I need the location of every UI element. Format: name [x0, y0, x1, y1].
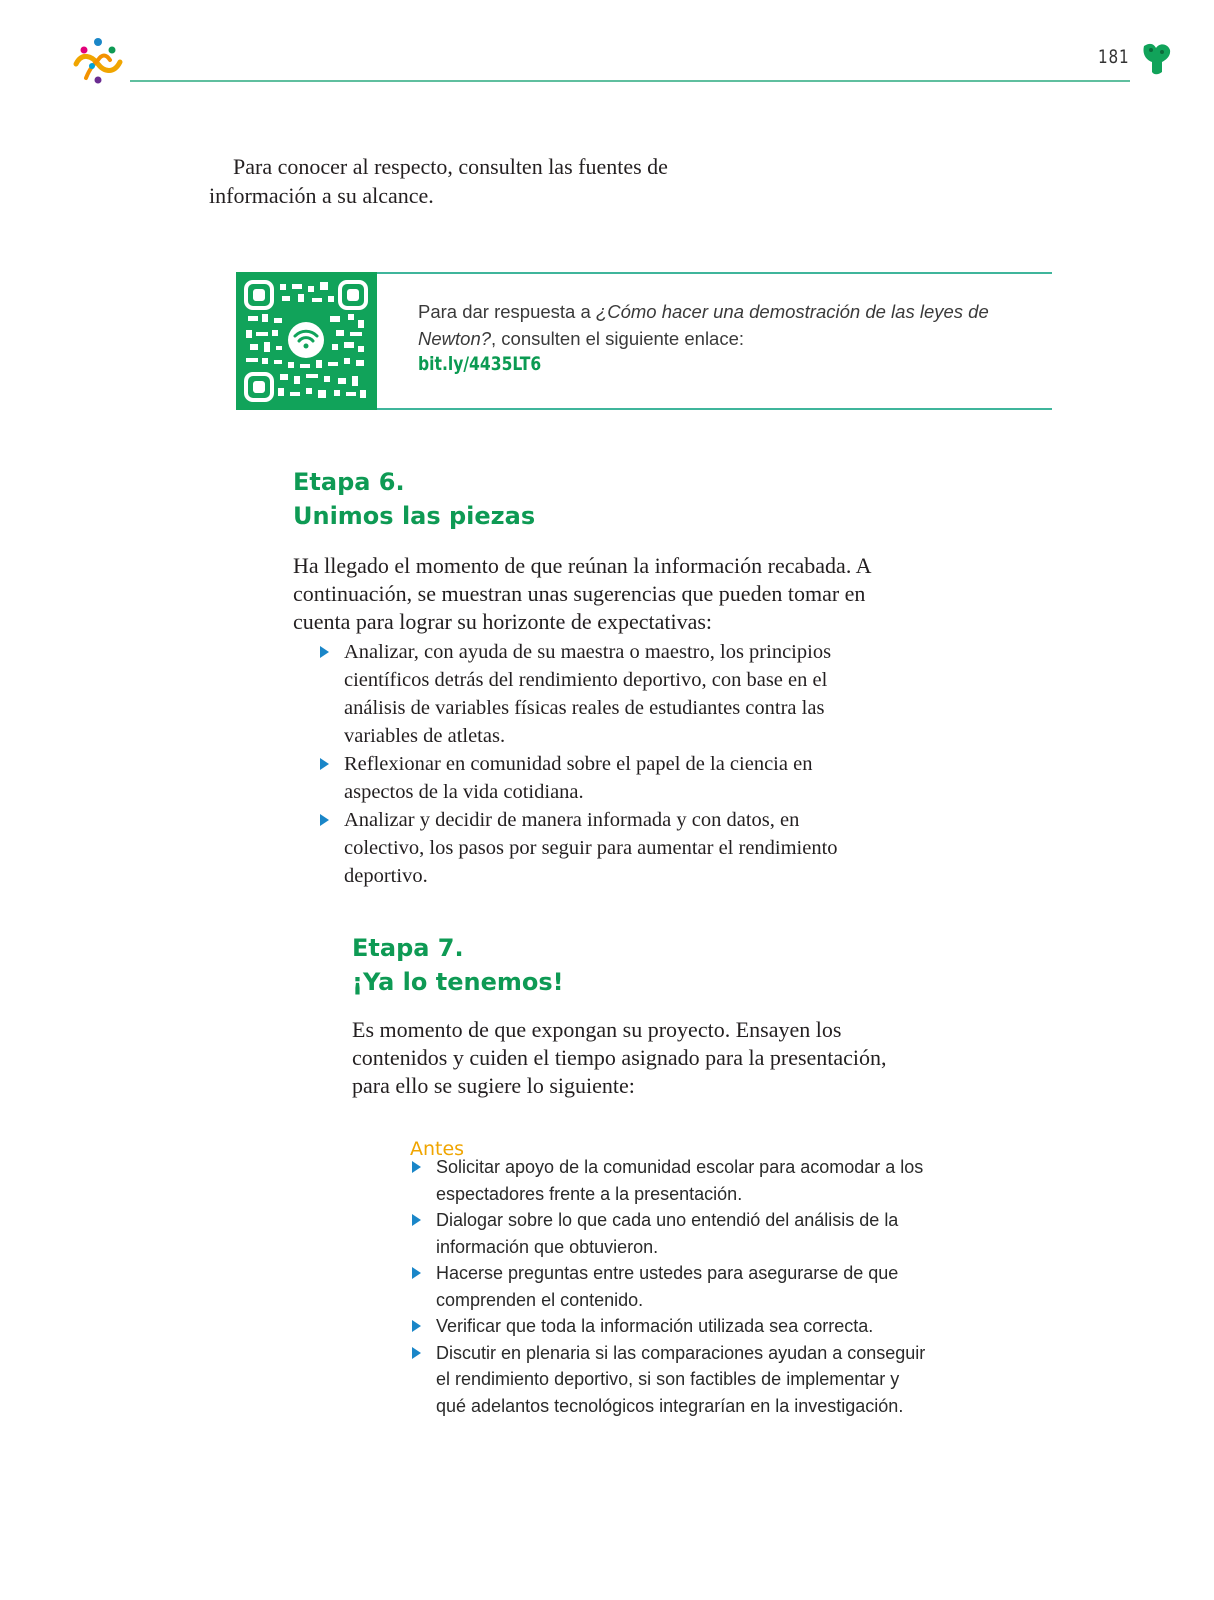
stage6-subtitle: Unimos las piezas: [293, 502, 536, 530]
list-item: Reflexionar en comunidad sobre el papel de la ciencia en aspectos de la vida cotidiana.: [318, 750, 878, 806]
bullet-triangle-icon: [412, 1214, 421, 1226]
bullet-triangle-icon: [412, 1161, 421, 1173]
box-bottom-rule: [376, 408, 1052, 410]
community-logo-icon: [72, 34, 124, 84]
list-item: Hacerse preguntas entre ustedes para asegurarse de que comprenden el contenido.: [410, 1260, 930, 1313]
intro-paragraph: Para conocer al respecto, consulten las fuentes de información a su alcance.: [209, 154, 668, 208]
list-item: Verificar que toda la información utilizada sea correcta.: [410, 1313, 930, 1340]
resource-link[interactable]: bit.ly/4435LT6: [418, 353, 542, 375]
bullet-triangle-icon: [320, 758, 329, 770]
list-item: Analizar y decidir de manera informada y con datos, en colectivo, los pasos por seguir para aumentar el rendimiento deportivo.: [318, 806, 878, 890]
resource-text: [418, 298, 1028, 376]
resource-question: ¿Cómo hacer una demostración de las leyes de Newton?: [418, 301, 989, 349]
stage6-bullet-list: [318, 638, 878, 890]
bullet-triangle-icon: [320, 814, 329, 826]
stage7-subtitle: ¡Ya lo tenemos!: [352, 968, 564, 996]
resource-text-after: , consulten el siguiente enlace:: [491, 328, 745, 349]
stage6-title: Etapa 6.: [293, 468, 405, 496]
bullet-triangle-icon: [412, 1267, 421, 1279]
stage7-title: Etapa 7.: [352, 934, 464, 962]
qr-code-icon[interactable]: [244, 280, 368, 402]
bullet-triangle-icon: [320, 646, 329, 658]
page-number: 181: [1098, 46, 1130, 68]
list-item: Analizar, con ayuda de su maestra o maestro, los principios científicos detrás del rendimiento deportivo, con base en el análisis de variables físicas reales de estudiantes contra las variables de atletas.: [318, 638, 878, 750]
bullet-triangle-icon: [412, 1320, 421, 1332]
green-figure-icon: [1140, 40, 1172, 76]
box-top-rule: [376, 272, 1052, 274]
list-item: Solicitar apoyo de la comunidad escolar para acomodar a los espectadores frente a la presentación.: [410, 1154, 930, 1207]
bullet-triangle-icon: [412, 1347, 421, 1359]
resource-text-before: Para dar respuesta a: [418, 301, 596, 322]
stage6-paragraph: Ha llegado el momento de que reúnan la información recabada. A continuación, se muestran unas sugerencias que pueden tomar en cuenta para lograr su horizonte de expectativas:: [293, 553, 871, 634]
stage7-bullet-list: [410, 1154, 930, 1419]
header-rule: [130, 80, 1130, 82]
stage7-paragraph: Es momento de que expongan su proyecto. Ensayen los contenidos y cuiden el tiempo asignado para la presentación, para ello se sugiere lo siguiente:: [352, 1017, 887, 1098]
list-item: Dialogar sobre lo que cada uno entendió del análisis de la información que obtuvieron.: [410, 1207, 930, 1260]
qr-panel: [236, 272, 377, 410]
antes-subheading: Antes: [410, 1138, 465, 1160]
resource-box: [236, 272, 1052, 410]
list-item: Discutir en plenaria si las comparaciones ayudan a conseguir el rendimiento deportivo, si son factibles de implementar y qué adelantos tecnológicos integrarían en la investigación.: [410, 1340, 930, 1420]
